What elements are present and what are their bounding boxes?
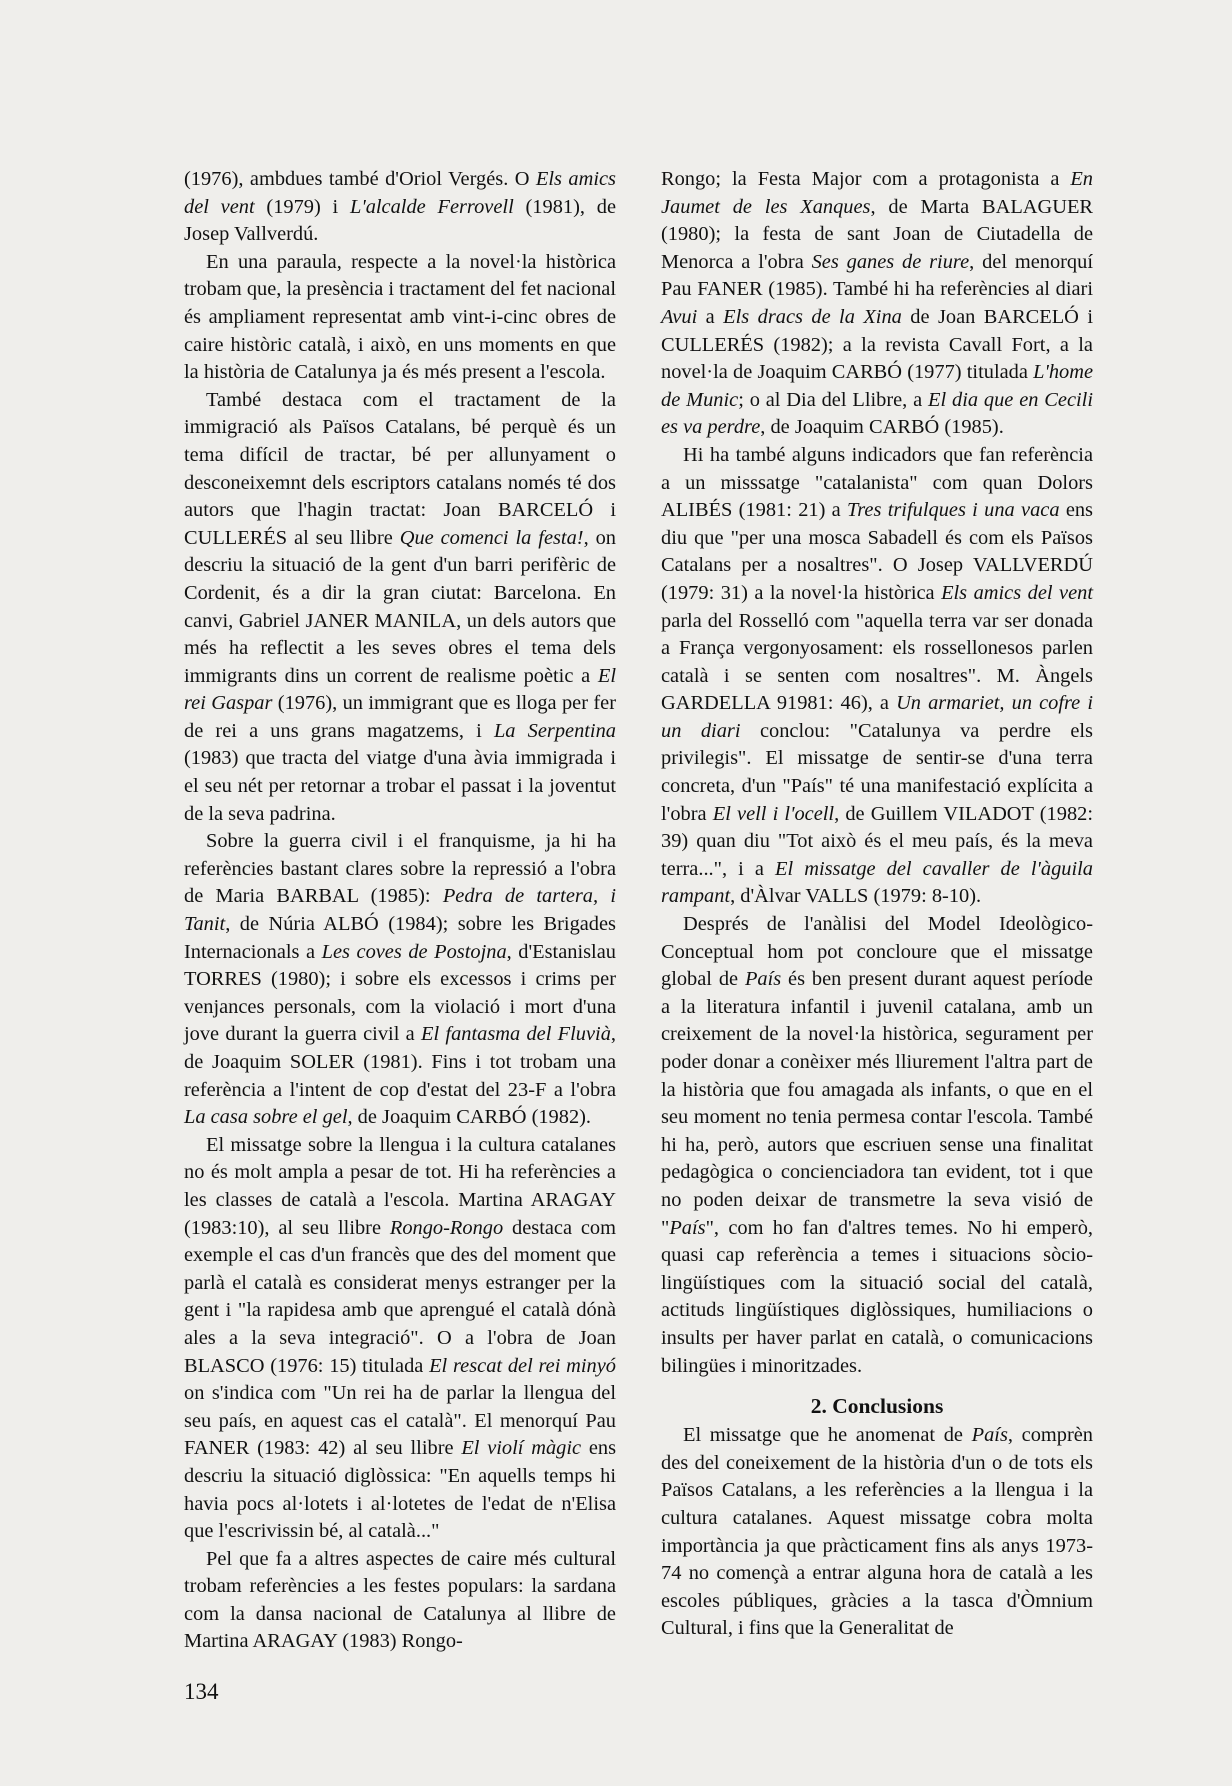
paragraph: Rongo; la Festa Major com a protagonista a En Jaumet de les Xanques, de Marta BALAGUER (1980); la festa de sant Joan de Ciutadella de Menorca a l'obra Ses ganes de riure, del menorquí Pau FANER (1985). També hi ha referències al diari Avui a Els dracs de la Xina de Joan BARCELÓ i CULLERÉS (1982); a la revista Cavall Fort, a la novel·la de Joaquim CARBÓ (1977) titulada L'home de Munic; o al Dia del Llibre, a El dia que en Cecili es va perdre, de Joaquim CARBÓ (1985). (661, 168, 1094, 439)
paragraph: En una paraula, respecte a la novel·la històrica trobam que, la presència i tractament del fet nacional és ampliament representat amb vint-i-cinc obres de caire històric català, i això, en uns moments en que la història de Catalunya ja és més present a l'escola. (184, 250, 616, 384)
paragraph: El missatge que he anomenat de País, comprèn des del coneixement de la història d'un o de tots els Països Catalans, a les referències a la llengua i la cultura catalanes. Aquest missatge cobra molta importància ja que pràcticament fins als anys 1973-74 no començà a entrar alguna hora de català a les escoles públiques, gràcies a la tasca d'Òmnium Cultural, i fins que la Generalitat de (661, 1424, 1093, 1640)
page-number: 134 (184, 1679, 219, 1704)
left-column (184, 166, 616, 1656)
paragraph: El missatge sobre la llengua i la cultura catalanes no és molt ampla a pesar de tot. Hi ha referències a les classes de català a l'escola. Martina ARAGAY (1983:10), al seu llibre Rongo-Rongo destaca com exemple el cas d'un francès que des del moment que parlà el català es considerat menys estranger per la gent i "la rapidesa amb que aprengué el català dónà ales a la seva integració". O a l'obra de Joan BLASCO (1976: 15) titulada El rescat del rei minyó on s'indica com "Un rei ha de parlar la llengua del seu país, en aquest cas el català". El menorquí Pau FANER (1983: 42) al seu llibre El violí màgic ens descriu la situació diglòssica: "En aquells temps hi havia pocs al·lotets i al·lotetes de l'edat de n'Elisa que l'escrivissin bé, al català..." (184, 1133, 617, 1543)
section-heading: 2. Conclusions (810, 1394, 944, 1419)
paragraph: Sobre la guerra civil i el franquisme, ja hi ha referències bastant clares sobre la repressió a l'obra de Maria BARBAL (1985): Pedra de tartera, i Tanit, de Núria ALBÓ (1984); sobre les Brigades Internacionals a Les coves de Postojna, d'Estanislau TORRES (1980); i sobre els excessos i crims per venjances personals, com la violació i mort d'una jove durant la guerra civil a El fantasma del Fluvià, de Joaquim SOLER (1981). Fins i tot trobam una referència a l'intent de cop d'estat del 23-F a l'obra La casa sobre el gel, de Joaquim CARBÓ (1982). (184, 830, 616, 1129)
paragraph: Després de l'anàlisi del Model Ideològico-Conceptual hom pot concloure que el missatge global de País és ben present durant aquest període a la literatura infantil i juvenil catalana, amb un creixement de la novel·la històrica, segurament per poder donar a conèixer més lliurement l'altra part de la història que fou amagada als infants, o que en el seu moment no tenia permesa contar l'escola. També hi ha, però, autors que escriuen sense una finalitat pedagògica o concienciadora tan evident, tot i que no poden deixar de transmetre la seva visió de "País", com ho fan d'altres temes. No hi emperò, quasi cap referència a temes i situacions sòcio-lingüístiques com la situació social del català, actituds lingüístiques diglòssiques, humiliacions o insults per haver parlat en català, o comunicacions bilingües i minoritzades. (661, 913, 1093, 1377)
paragraph: Pel que fa a altres aspectes de caire més cultural trobam referències a les festes populars: la sardana com la dansa nacional de Catalunya al llibre de Martina ARAGAY (1983) Rongo- (184, 1547, 616, 1653)
paragraph: També destaca com el tractament de la immigració als Països Catalans, bé perquè és un tema difícil de tractar, bé per allunyament o desconeixemnt dels escriptors catalans només té dos autors que l'hagin tractat: Joan BARCELÓ i CULLERÉS al seu llibre Que comenci la festa!, on descriu la situació de la gent d'un barri perifèric de Cordenit, és a dir la gran ciutat: Barcelona. En canvi, Gabriel JANER MANILA, un dels autors que més ha reflectit a les seves obres el tema dels immigrants dins un corrent de realisme poètic a El rei Gaspar (1976), un immigrant que es lloga per fer de rei a uns grans magatzems, i La Serpentina (1983) que tracta del viatge d'una àvia immigrada i el seu nét per retornar a trobar el passat i la joventut de la seva padrina. (184, 388, 616, 825)
paragraph: (1976), ambdues també d'Oriol Vergés. O Els amics del vent (1979) i L'alcalde Ferrovell (1981), de Josep Vallverdú. (184, 168, 616, 246)
right-column (661, 166, 1093, 1643)
paragraph: Hi ha també alguns indicadors que fan referència a un misssatge "catalanista" com quan Dolors ALIBÉS (1981: 21) a Tres trifulques i una vaca ens diu que "per una mosca Sabadell és com els Països Catalans per a nosaltres". O Josep VALLVERDÚ (1979: 31) a la novel·la històrica Els amics del vent parla del Rosselló com "aquella terra var ser donada a França vergonyosament: els rossellonesos parlen català i se senten com nosaltres". M. Àngels GARDELLA 91981: 46), a Un armariet, un cofre i un diari conclou: "Catalunya va perdre els privilegis". El missatge de sentir-se d'una terra concreta, d'un "País" té una manifestació explícita a l'obra El vell i l'ocell, de Guillem VILADOT (1982: 39) quan diu "Tot això és el meu país, és la meva terra...", i a El missatge del cavaller de l'àguila rampant, d'Àlvar VALLS (1979: 8-10). (661, 443, 1093, 908)
